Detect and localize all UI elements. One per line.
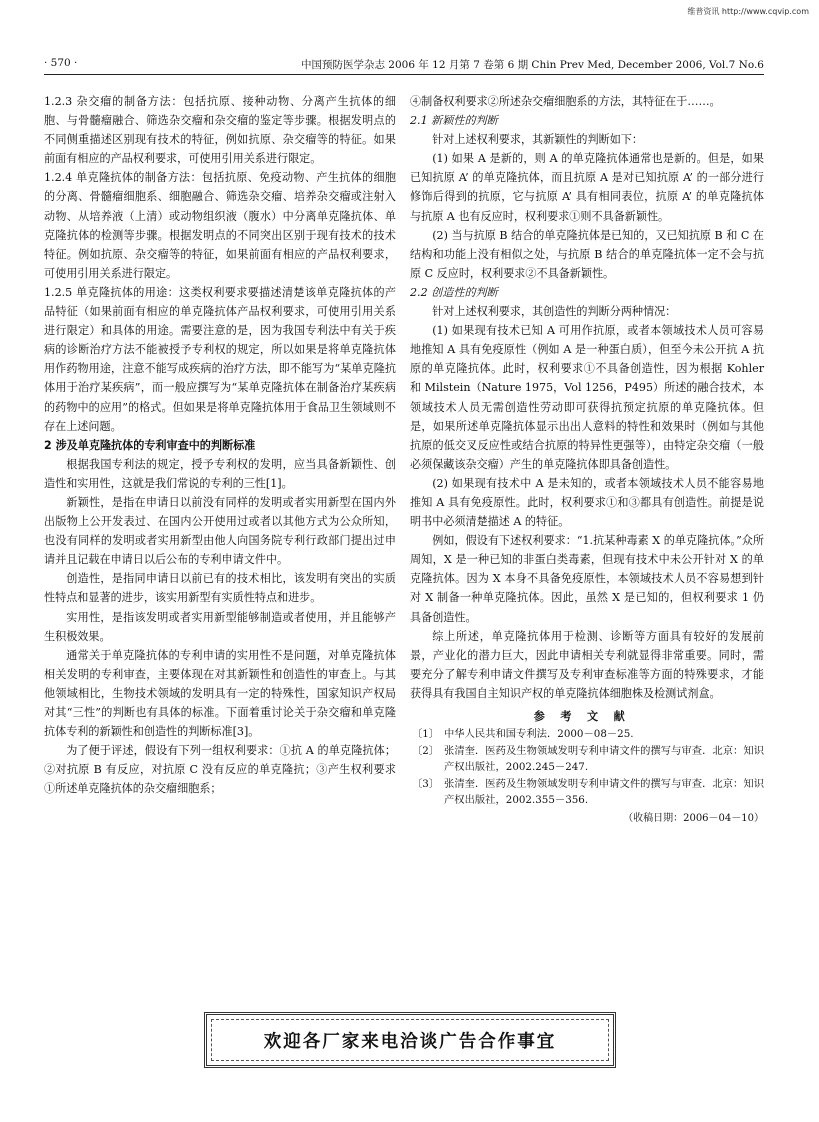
reference-item <box>410 726 764 743</box>
left-paragraph-6: 创造性，是指同申请日以前已有的技术相比，该发明有突出的实质性特点和显著的进步，该实用新型有实质性特点和进步。 <box>44 572 396 605</box>
reference-text: 张清奎．医药及生物领域发明专利申请文件的撰写与审查．北京：知识产权出版社，2002.245－247. <box>444 744 764 774</box>
left-paragraph-2: 1.2.5 单克隆抗体的用途：这类权利要求要描述清楚该单克隆抗体的产品特征（如果前面有相应的单克隆抗体产品权利要求，可使用引用关系进行限定）和具体的用途。需要注意的是，因为我国专利法中有关于疾病的诊断治疗方法不能被授予专利权的规定，所以如果是将单克隆抗体用作药物用途，注意不能写成疾病的治疗方法，即不能写为“某单克隆抗体用于治疗某疾病”，而一般应撰写为“某单克隆抗体在制备治疗某疾病的药物中的应用”的格式。但如果是将单克隆抗体用于食品卫生领域则不存在上述问题。 <box>44 285 396 433</box>
left-paragraph-0: 1.2.3 杂交瘤的制备方法：包括抗原、接种动物、分离产生抗体的细胞、与骨髓瘤融合、筛选杂交瘤和杂交瘤的鉴定等步骤。根据发明点的不同侧重描述区别现有技术的特征，例如抗原、杂交瘤等的特征。如果前面有相应的产品权利要求，可使用引用关系进行限定。 <box>44 95 396 166</box>
page-number: · 570 · <box>44 57 78 69</box>
right-paragraph-3: (1) 如果 A 是新的，则 A 的单克隆抗体通常也是新的。但是，如果已知抗原 A’ 的单克隆抗体，而且抗原 A 是对已知抗原 A’ 的一部分进行修饰后得到的抗原，它与抗原 A’ 具有相同表位，抗原 A’ 的单克隆抗体与抗原 A 也有反应时，权利要求①则不具备新颖性。 <box>410 152 764 223</box>
references-heading: 参考文献 <box>533 710 641 723</box>
reference-number: 〔2〕 <box>412 744 440 757</box>
right-paragraph-5: 2.2 创造性的判断 <box>410 285 498 299</box>
received-date: （收稿日期：2006－04－10） <box>623 812 764 824</box>
right-column-body <box>410 92 764 703</box>
reference-text: 张清奎．医药及生物领域发明专利申请文件的撰写与审查．北京：知识产权出版社，2002.355－356. <box>444 777 764 807</box>
reference-number: 〔3〕 <box>412 777 440 790</box>
advertisement-banner <box>204 1012 616 1068</box>
left-paragraph-5: 新颖性，是指在申请日以前没有同样的发明或者实用新型在国内外出版物上公开发表过、在国内公开使用过或者以其他方式为公众所知，也没有同样的发明或者实用新型由他人向国务院专利行政部门提出过申请并且记载在申请日以后公布的专利申请文件中。 <box>44 495 396 567</box>
header-rule <box>44 74 764 75</box>
right-paragraph-7: (1) 如果现有技术已知 A 可用作抗原，或者本领域技术人员可容易地推知 A 具有免疫原性（例如 A 是一种蛋白质），但至今未公开抗 A 抗原的单克隆抗体。此时，权利要求①不具备创造性，因为根据 Kohler 和 Milstein（Nature 1975，Vol 1256，P495）所述的融合技术，本领域技术人员无需创造性劳动即可获得抗预定抗原的单克隆抗体。但是，如果所述单克隆抗体显示出出人意料的特性和效果时（例如与其他抗原的低交叉反应性或结合抗原的特异性更强等），由特定杂交瘤（一般必须保藏该杂交瘤）产生的单克隆抗体即具备创造性。 <box>410 324 764 471</box>
reference-item <box>410 776 764 809</box>
banner-text: 欢迎各厂家来电洽谈广告合作事宜 <box>263 1031 557 1052</box>
left-paragraph-3: 2 涉及单克隆抗体的专利审查中的判断标准 <box>44 438 256 452</box>
right-paragraph-4: (2) 当与抗原 B 结合的单克隆抗体是已知的，又已知抗原 B 和 C 在结构和功能上没有相似之处，与抗原 B 结合的单克隆抗体一定不会与抗原 C 反应时，权利要求②不具备新颖性。 <box>410 228 764 280</box>
reference-item <box>410 743 764 776</box>
left-paragraph-9: 为了便于评述，假设有下列一组权利要求：①抗 A 的单克隆抗体；②对抗原 B 有反应，对抗原 C 没有反应的单克隆抗；③产生权利要求①所述单克隆抗体的杂交瘤细胞系； <box>44 744 396 796</box>
left-paragraph-1: 1.2.4 单克隆抗体的制备方法：包括抗原、免疫动物、产生抗体的细胞的分离、骨髓瘤细胞系、细胞融合、筛选杂交瘤、培养杂交瘤或注射入动物、从培养液（上清）或动物组织液（腹水）中分离单克隆抗体、单克隆抗体的检测等步骤。根据发明点的不同突出区别于现有技术的技术特征。例如抗原、杂交瘤等的特征，如果前面有相应的产品权利要求，可使用引用关系进行限定。 <box>44 171 396 280</box>
right-paragraph-6: 针对上述权利要求，其创造性的判断分两种情况： <box>432 305 677 319</box>
right-paragraph-9: 例如，假设有下述权利要求：“1.抗某种毒素 X 的单克隆抗体。”众所周知，X 是一种已知的非蛋白类毒素，但现有技术中未公开针对 X 的单克隆抗体。因为 X 本身不具备免疫原性，本领域技术人员不容易想到针对 X 制备一种单克隆抗体。因此，虽然 X 是已知的，但权利要求 1 仍具备创造性。 <box>410 534 764 624</box>
left-column <box>44 92 396 798</box>
references-list <box>410 726 764 809</box>
watermark: 维普资讯 http://www.cqvip.com <box>687 7 809 16</box>
right-paragraph-0: ④制备权利要求②所述杂交瘤细胞系的方法，其特征在于……。 <box>410 95 721 108</box>
left-paragraph-4: 根据我国专利法的规定，授予专利权的发明，应当具备新颖性、创造性和实用性，这就是我们常说的专利的三性[1]。 <box>44 457 396 490</box>
right-paragraph-10: 综上所述，单克隆抗体用于检测、诊断等方面具有较好的发展前景，产业化的潜力巨大，因此申请相关专利就显得非常重要。同时，需要充分了解专利申请文件撰写及专利审查标准等方面的特殊要求，才能获得具有我国自主知识产权的单克隆抗体细胞株及检测试剂盒。 <box>410 629 764 700</box>
right-column <box>410 92 764 828</box>
left-paragraph-7: 实用性，是指该发明或者实用新型能够制造或者使用，并且能够产生积极效果。 <box>44 610 396 643</box>
journal-citation: 中国预防医学杂志 2006 年 12 月第 7 卷第 6 期 Chin Prev Med, December 2006, Vol.7 No.6 <box>300 59 764 71</box>
right-paragraph-8: (2) 如果现有技术中 A 是未知的，或者本领域技术人员不能容易地推知 A 具有免疫原性。此时，权利要求①和③都具有创造性。前提是说明书中必须清楚描述 A 的特征。 <box>410 476 764 529</box>
right-paragraph-2: 针对上述权利要求，其新颖性的判断如下： <box>432 133 643 147</box>
reference-text: 中华人民共和国专利法．2000－08－25. <box>444 728 634 741</box>
reference-number: 〔1〕 <box>412 728 440 741</box>
left-paragraph-8: 通常关于单克隆抗体的专利申请的实用性不是问题，对单克隆抗体相关发明的专利审查，主要体现在对其新颖性和创造性的审查上。与其他领域相比，生物技术领域的发明具有一定的特殊性，国家知识产权局对其“三性”的判断也有具体的标准。下面着重讨论关于杂交瘤和单克隆抗体专利的新颖性和创造性的判断标准[3]。 <box>44 648 396 739</box>
right-paragraph-1: 2.1 新颖性的判断 <box>410 114 498 128</box>
running-header <box>44 55 764 73</box>
